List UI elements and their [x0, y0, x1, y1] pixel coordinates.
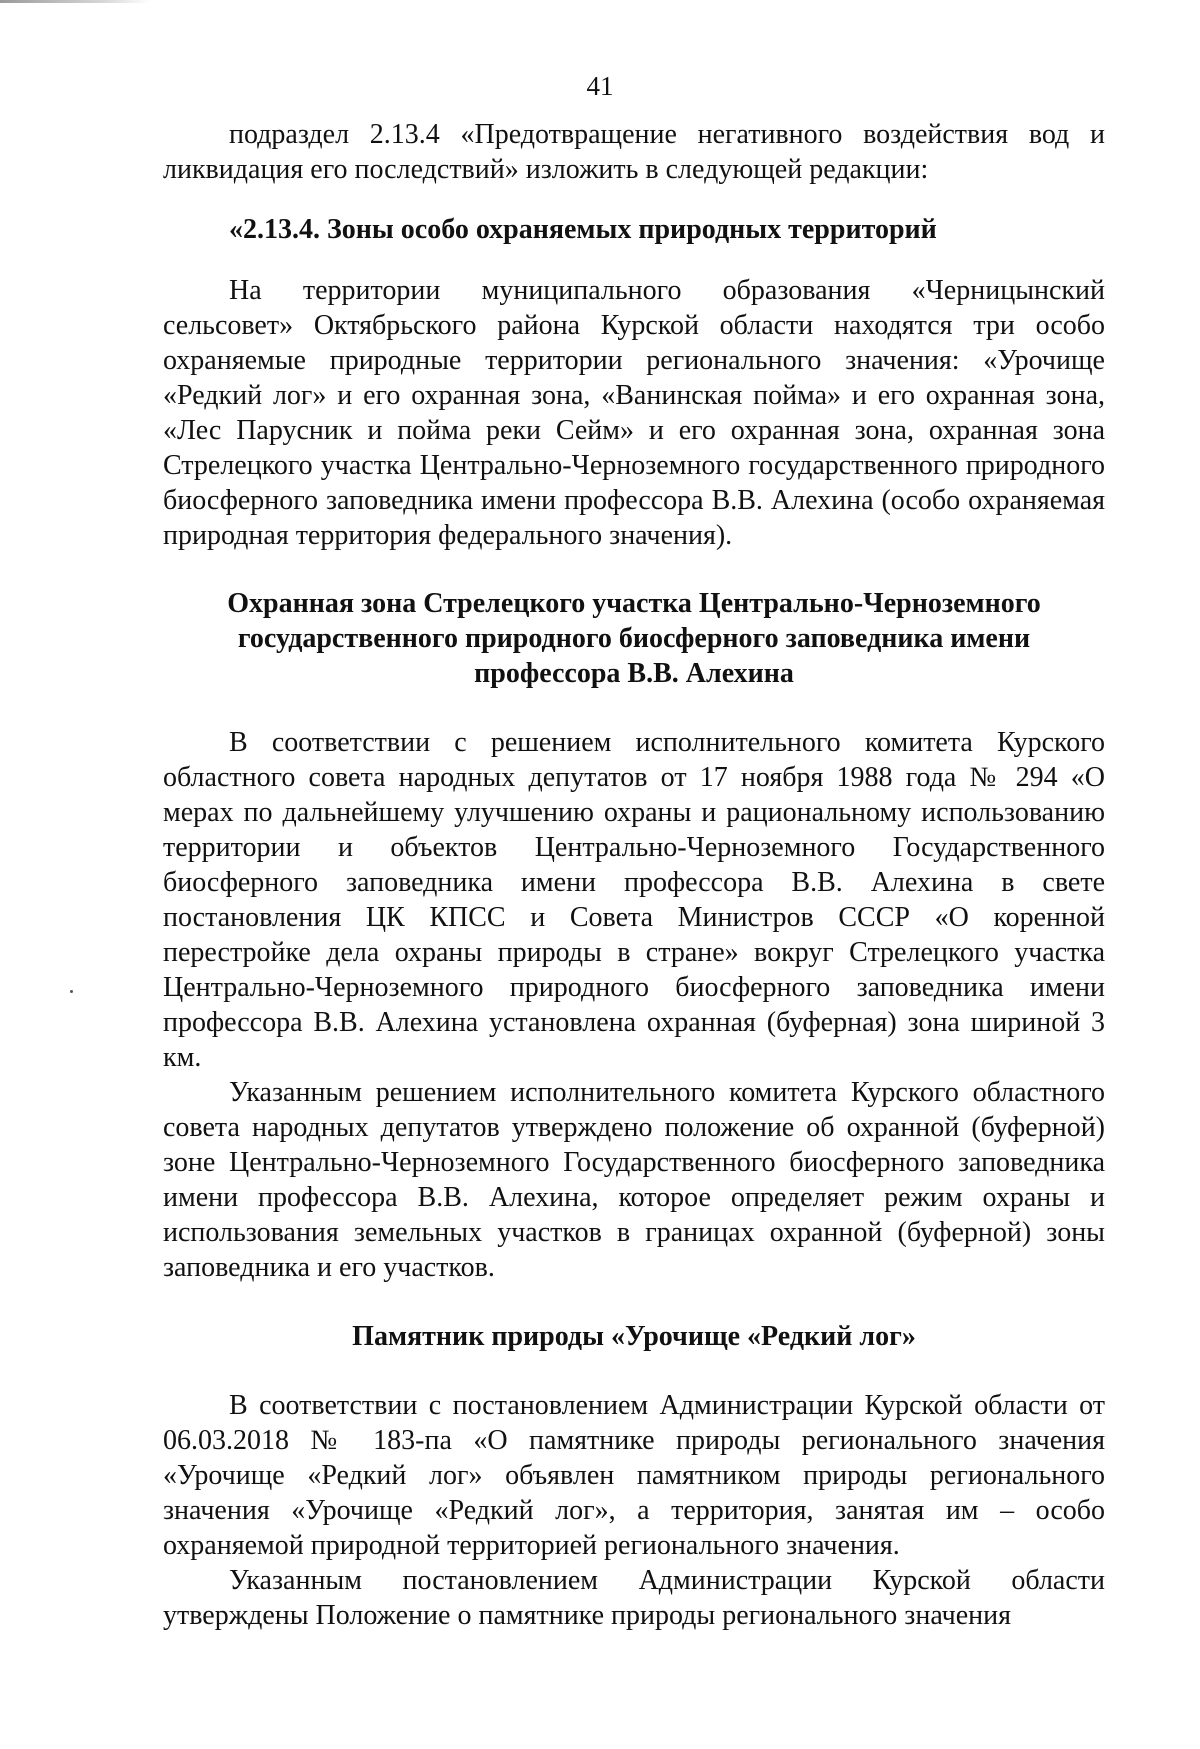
- document-body: [163, 117, 1105, 1633]
- buffer-zone-paragraph-2: Указанным решением исполнительного комитета Курского областного совета народных депутатов утверждено положение об охранной (буферной) зоне Центрально-Черноземного Государственного биосферного заповедника имени профессора В.В. Алехина, которое определяет режим охраны и использования земельных участков в границах охранной (буферной) зоны заповедника и его участков.: [163, 1077, 1105, 1283]
- subsection-heading-line: Охранная зона Стрелецкого участка Центрально-Черноземного: [227, 588, 1041, 619]
- scan-edge-mark: [0, 0, 150, 3]
- subsection-heading-nature-monument: Памятник природы «Урочище «Редкий лог»: [352, 1321, 916, 1352]
- subsection-heading-buffer-zone: [163, 586, 1105, 691]
- scan-speck: [70, 990, 73, 993]
- buffer-zone-paragraph-1: В соответствии с решением исполнительного комитета Курского областного совета народных депутатов от 17 ноября 1988 года № 294 «О мерах по дальнейшему улучшению охраны и рациональному использованию территории и объектов Центрально-Черноземного Государственного биосферного заповедника имени профессора В.В. Алехина в свете постановления ЦК КПСС и Совета Министров СССР «О коренной перестройке дела охраны природы в стране» вокруг Стрелецкого участка Центрально-Черноземного природного биосферного заповедника имени профессора В.В. Алехина установлена охранная (буферная) зона шириной 3 км.: [163, 727, 1105, 1073]
- section-paragraph: На территории муниципального образования «Черницынский сельсовет» Октябрьского района Курской области находятся три особо охраняемые природные территории регионального значения: «Урочище «Редкий лог» и его охранная зона, «Ванинская пойма» и его охранная зона, «Лес Парусник и пойма реки Сейм» и его охранная зона, охранная зона Стрелецкого участка Центрально-Черноземного государственного природного биосферного заповедника имени профессора В.В. Алехина (особо охраняемая природная территория федерального значения).: [163, 275, 1105, 551]
- nature-monument-paragraph-1: В соответствии с постановлением Администрации Курской области от 06.03.2018 № 183-па «О памятнике природы регионального значения «Урочище «Редкий лог» объявлен памятником природы регионального значения «Урочище «Редкий лог», а территория, занятая им – особо охраняемой природной территорией регионального значения.: [163, 1390, 1105, 1561]
- subsection-heading-line: профессора В.В. Алехина: [474, 658, 794, 689]
- subsection-heading-line: государственного природного биосферного заповедника имени: [237, 623, 1031, 654]
- section-heading: «2.13.4. Зоны особо охраняемых природных территорий: [229, 214, 937, 245]
- nature-monument-paragraph-2: Указанным постановлением Администрации Курской области утверждены Положение о памятнике природы регионального значения: [163, 1565, 1105, 1631]
- page-number: 41: [586, 71, 614, 101]
- intro-paragraph: подраздел 2.13.4 «Предотвращение негативного воздействия вод и ликвидация его последствий» изложить в следующей редакции:: [163, 119, 1105, 185]
